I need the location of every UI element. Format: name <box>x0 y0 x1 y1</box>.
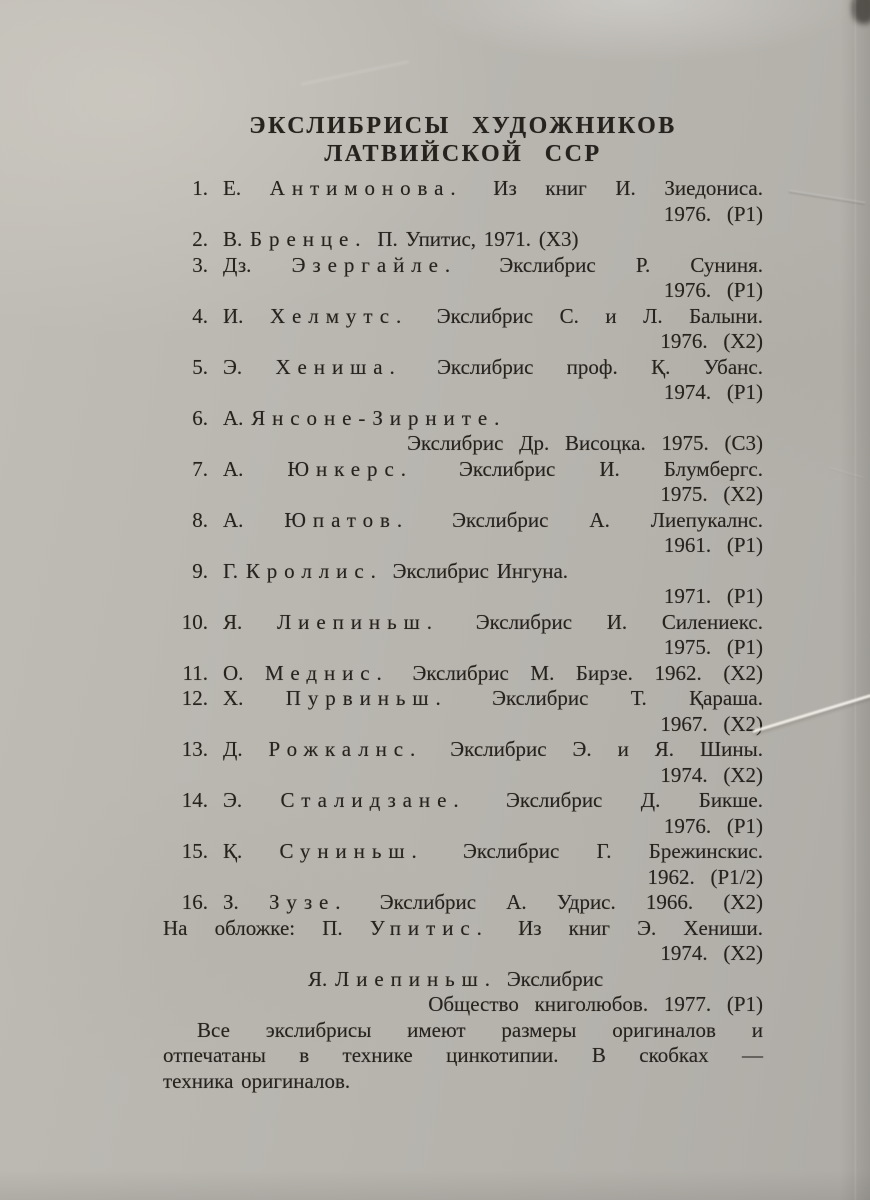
item-detail: Экслибрис И. Блумбергс. <box>459 456 764 481</box>
artist-name: Суниньш. <box>279 839 424 863</box>
paper-crease-top <box>301 61 409 86</box>
item-continuation: 1971. (Р1) <box>663 584 763 608</box>
item-detail: Из книг Э. Хениши. <box>518 915 763 940</box>
item-number: 9. <box>192 558 208 583</box>
list-item-continuation <box>163 941 763 967</box>
item-detail: Экслибрис М. Бирзе. 1962. (Х2) <box>412 660 763 685</box>
item-prefix: Э. <box>223 354 243 379</box>
item-text <box>223 788 763 814</box>
list-item-continuation <box>163 584 763 610</box>
list-item-continuation <box>163 482 763 508</box>
list-item-continuation <box>163 202 763 228</box>
exlibris-list <box>163 176 763 1094</box>
item-prefix: Я. <box>308 966 328 991</box>
item-continuation: Экслибрис Др. Висоцка. 1975. (С3) <box>407 431 763 455</box>
item-number: 2. <box>192 227 208 251</box>
list-item <box>163 686 763 712</box>
item-number: 16. <box>181 890 208 914</box>
item-number: 12. <box>181 686 208 710</box>
item-text <box>223 457 763 483</box>
artist-name: Меднис. <box>265 660 389 685</box>
item-prefix: Г. <box>223 558 239 583</box>
item-detail: Экслибрис Т. Қараша. <box>492 686 763 710</box>
item-prefix: Х. <box>223 686 244 710</box>
item-prefix: На обложке: П. <box>163 915 343 940</box>
item-text <box>223 304 763 330</box>
list-item-continuation <box>163 278 763 304</box>
item-text <box>223 661 763 687</box>
item-detail: Экслибрис А. Удрис. 1966. (Х2) <box>379 890 763 914</box>
item-continuation: 1961. (Р1) <box>663 533 763 557</box>
item-detail: Экслибрис Э. и Я. Шины. <box>450 737 763 761</box>
item-number: 10. <box>181 609 208 634</box>
list-item <box>163 890 763 916</box>
item-number: 15. <box>181 839 208 863</box>
list-item <box>163 737 763 763</box>
item-continuation: Общество книголюбов. 1977. (Р1) <box>428 992 763 1016</box>
artist-name: Лиепиньш. <box>277 609 439 634</box>
item-detail: Из книг И. Зиедониса. <box>493 176 763 200</box>
list-item-continuation <box>163 712 763 738</box>
technique-note-line <box>163 1043 763 1069</box>
list-item <box>163 227 763 253</box>
list-item <box>163 839 763 865</box>
item-detail: Экслибрис С. и Л. Балыни. <box>436 303 763 328</box>
item-prefix: Я. <box>223 609 243 634</box>
item-text <box>163 916 763 942</box>
item-text <box>223 355 763 381</box>
item-number: 13. <box>181 737 208 761</box>
item-text <box>223 176 763 202</box>
page-content <box>163 112 763 1094</box>
page-title-line-2: ЛАТВИЙСКОЙ ССР <box>324 141 602 167</box>
item-prefix: Э. <box>223 788 243 812</box>
item-prefix: Дз. <box>223 252 252 277</box>
list-item <box>163 967 763 993</box>
technique-note-text: техника оригиналов. <box>163 1068 351 1093</box>
item-continuation: 1975. (Р1) <box>663 635 763 659</box>
list-item-continuation <box>163 763 763 789</box>
item-prefix: А. <box>223 405 244 430</box>
artist-name: Лиепиньш. <box>335 966 497 991</box>
list-item-continuation <box>163 380 763 406</box>
technique-note-text: Все экслибрисы имеют размеры оригиналов и <box>197 1017 763 1042</box>
item-text <box>223 508 763 534</box>
item-prefix: А. <box>223 456 244 481</box>
artist-name: Янсоне-Зирните. <box>251 405 507 430</box>
artist-name: Кроллис. <box>245 558 383 583</box>
item-prefix: А. <box>223 507 244 532</box>
list-item <box>163 916 763 942</box>
list-item <box>163 661 763 687</box>
item-text <box>223 686 763 712</box>
item-detail: Экслибрис А. Лиепукалнс. <box>452 507 764 532</box>
artist-name: Зузе. <box>268 890 348 914</box>
item-detail: Экслибрис Г. Брежинскис. <box>462 839 763 863</box>
item-number: 14. <box>181 788 208 812</box>
artist-name: Юнкерс. <box>287 456 413 481</box>
artist-name: Бренце. <box>250 227 368 251</box>
artist-name: Рожкалнс. <box>268 737 423 761</box>
list-item-continuation <box>163 533 763 559</box>
item-prefix: З. <box>223 890 239 914</box>
list-item-continuation <box>163 329 763 355</box>
list-item-continuation <box>163 431 763 457</box>
artist-name: Сталидзане. <box>280 788 466 812</box>
artist-name: Хениша. <box>275 354 402 379</box>
item-text <box>223 610 763 636</box>
item-detail: П. Упитис, 1971. (Х3) <box>377 227 579 251</box>
list-item <box>163 304 763 330</box>
item-text <box>223 559 763 585</box>
item-number: 8. <box>192 507 208 532</box>
list-item <box>163 406 763 432</box>
item-text <box>163 967 763 993</box>
list-item <box>163 788 763 814</box>
item-number: 6. <box>192 405 208 430</box>
artist-name: Эзергайле. <box>291 252 458 277</box>
list-item <box>163 176 763 202</box>
paper-crease-small <box>828 467 863 479</box>
artist-name: Антимонова. <box>269 176 463 200</box>
item-continuation: 1976. (Р1) <box>663 201 763 226</box>
item-number: 1. <box>192 176 208 200</box>
item-prefix: В. <box>223 227 243 251</box>
item-number: 4. <box>192 303 208 328</box>
item-number: 3. <box>192 252 208 277</box>
artist-name: Упитис. <box>369 915 489 940</box>
item-continuation: 1962. (Р1/2) <box>647 864 763 889</box>
item-continuation: 1976. (Х2) <box>660 329 763 353</box>
artist-name: Юпатов. <box>284 507 410 532</box>
list-item-continuation <box>163 814 763 840</box>
list-item <box>163 508 763 534</box>
list-item <box>163 559 763 585</box>
item-continuation: 1975. (Х2) <box>660 482 763 506</box>
list-item <box>163 253 763 279</box>
item-detail: Экслибрис Д. Бикше. <box>506 788 764 812</box>
item-continuation: 1974. (Х2) <box>660 941 763 965</box>
artist-name: Пурвиньш. <box>285 686 448 710</box>
item-number: 5. <box>192 354 208 379</box>
item-text <box>223 406 763 432</box>
item-continuation: 1967. (Х2) <box>660 711 763 736</box>
item-detail: Экслибрис проф. Қ. Убанс. <box>437 354 763 379</box>
item-prefix: Е. <box>223 176 242 200</box>
item-text <box>223 253 763 279</box>
list-item <box>163 355 763 381</box>
list-item <box>163 610 763 636</box>
item-continuation: 1974. (Х2) <box>660 762 763 787</box>
item-detail: Экслибрис <box>506 966 604 991</box>
item-text <box>223 890 763 916</box>
page-title-line-1: ЭКСЛИБРИСЫ ХУДОЖНИКОВ <box>249 113 677 139</box>
item-number: 11. <box>182 660 208 685</box>
item-detail: Экслибрис Ингуна. <box>392 558 569 583</box>
list-item-continuation <box>163 865 763 891</box>
item-continuation: 1976. (Р1) <box>663 813 763 838</box>
item-number: 7. <box>192 456 208 481</box>
item-prefix: О. <box>223 660 244 685</box>
technique-note-line <box>163 1018 763 1044</box>
item-prefix: Қ. <box>223 839 243 863</box>
item-continuation: 1976. (Р1) <box>663 278 763 302</box>
list-item-continuation <box>163 635 763 661</box>
item-prefix: Д. <box>223 737 243 761</box>
list-item-continuation <box>163 992 763 1018</box>
technique-note-text: отпечатаны в технике цинкотипии. В скобках — <box>163 1043 763 1067</box>
item-continuation: 1974. (Р1) <box>663 380 763 404</box>
list-item <box>163 457 763 483</box>
artist-name: Хелмутс. <box>269 303 409 328</box>
page-title <box>163 112 763 168</box>
item-detail: Экслибрис И. Силениекс. <box>475 609 763 634</box>
item-detail: Экслибрис Р. Суниня. <box>499 252 763 277</box>
item-prefix: И. <box>223 303 244 328</box>
technique-note-line <box>163 1069 763 1095</box>
item-text <box>223 839 763 865</box>
item-text <box>223 737 763 763</box>
page-edge-line <box>853 0 856 1200</box>
item-text <box>223 227 763 253</box>
